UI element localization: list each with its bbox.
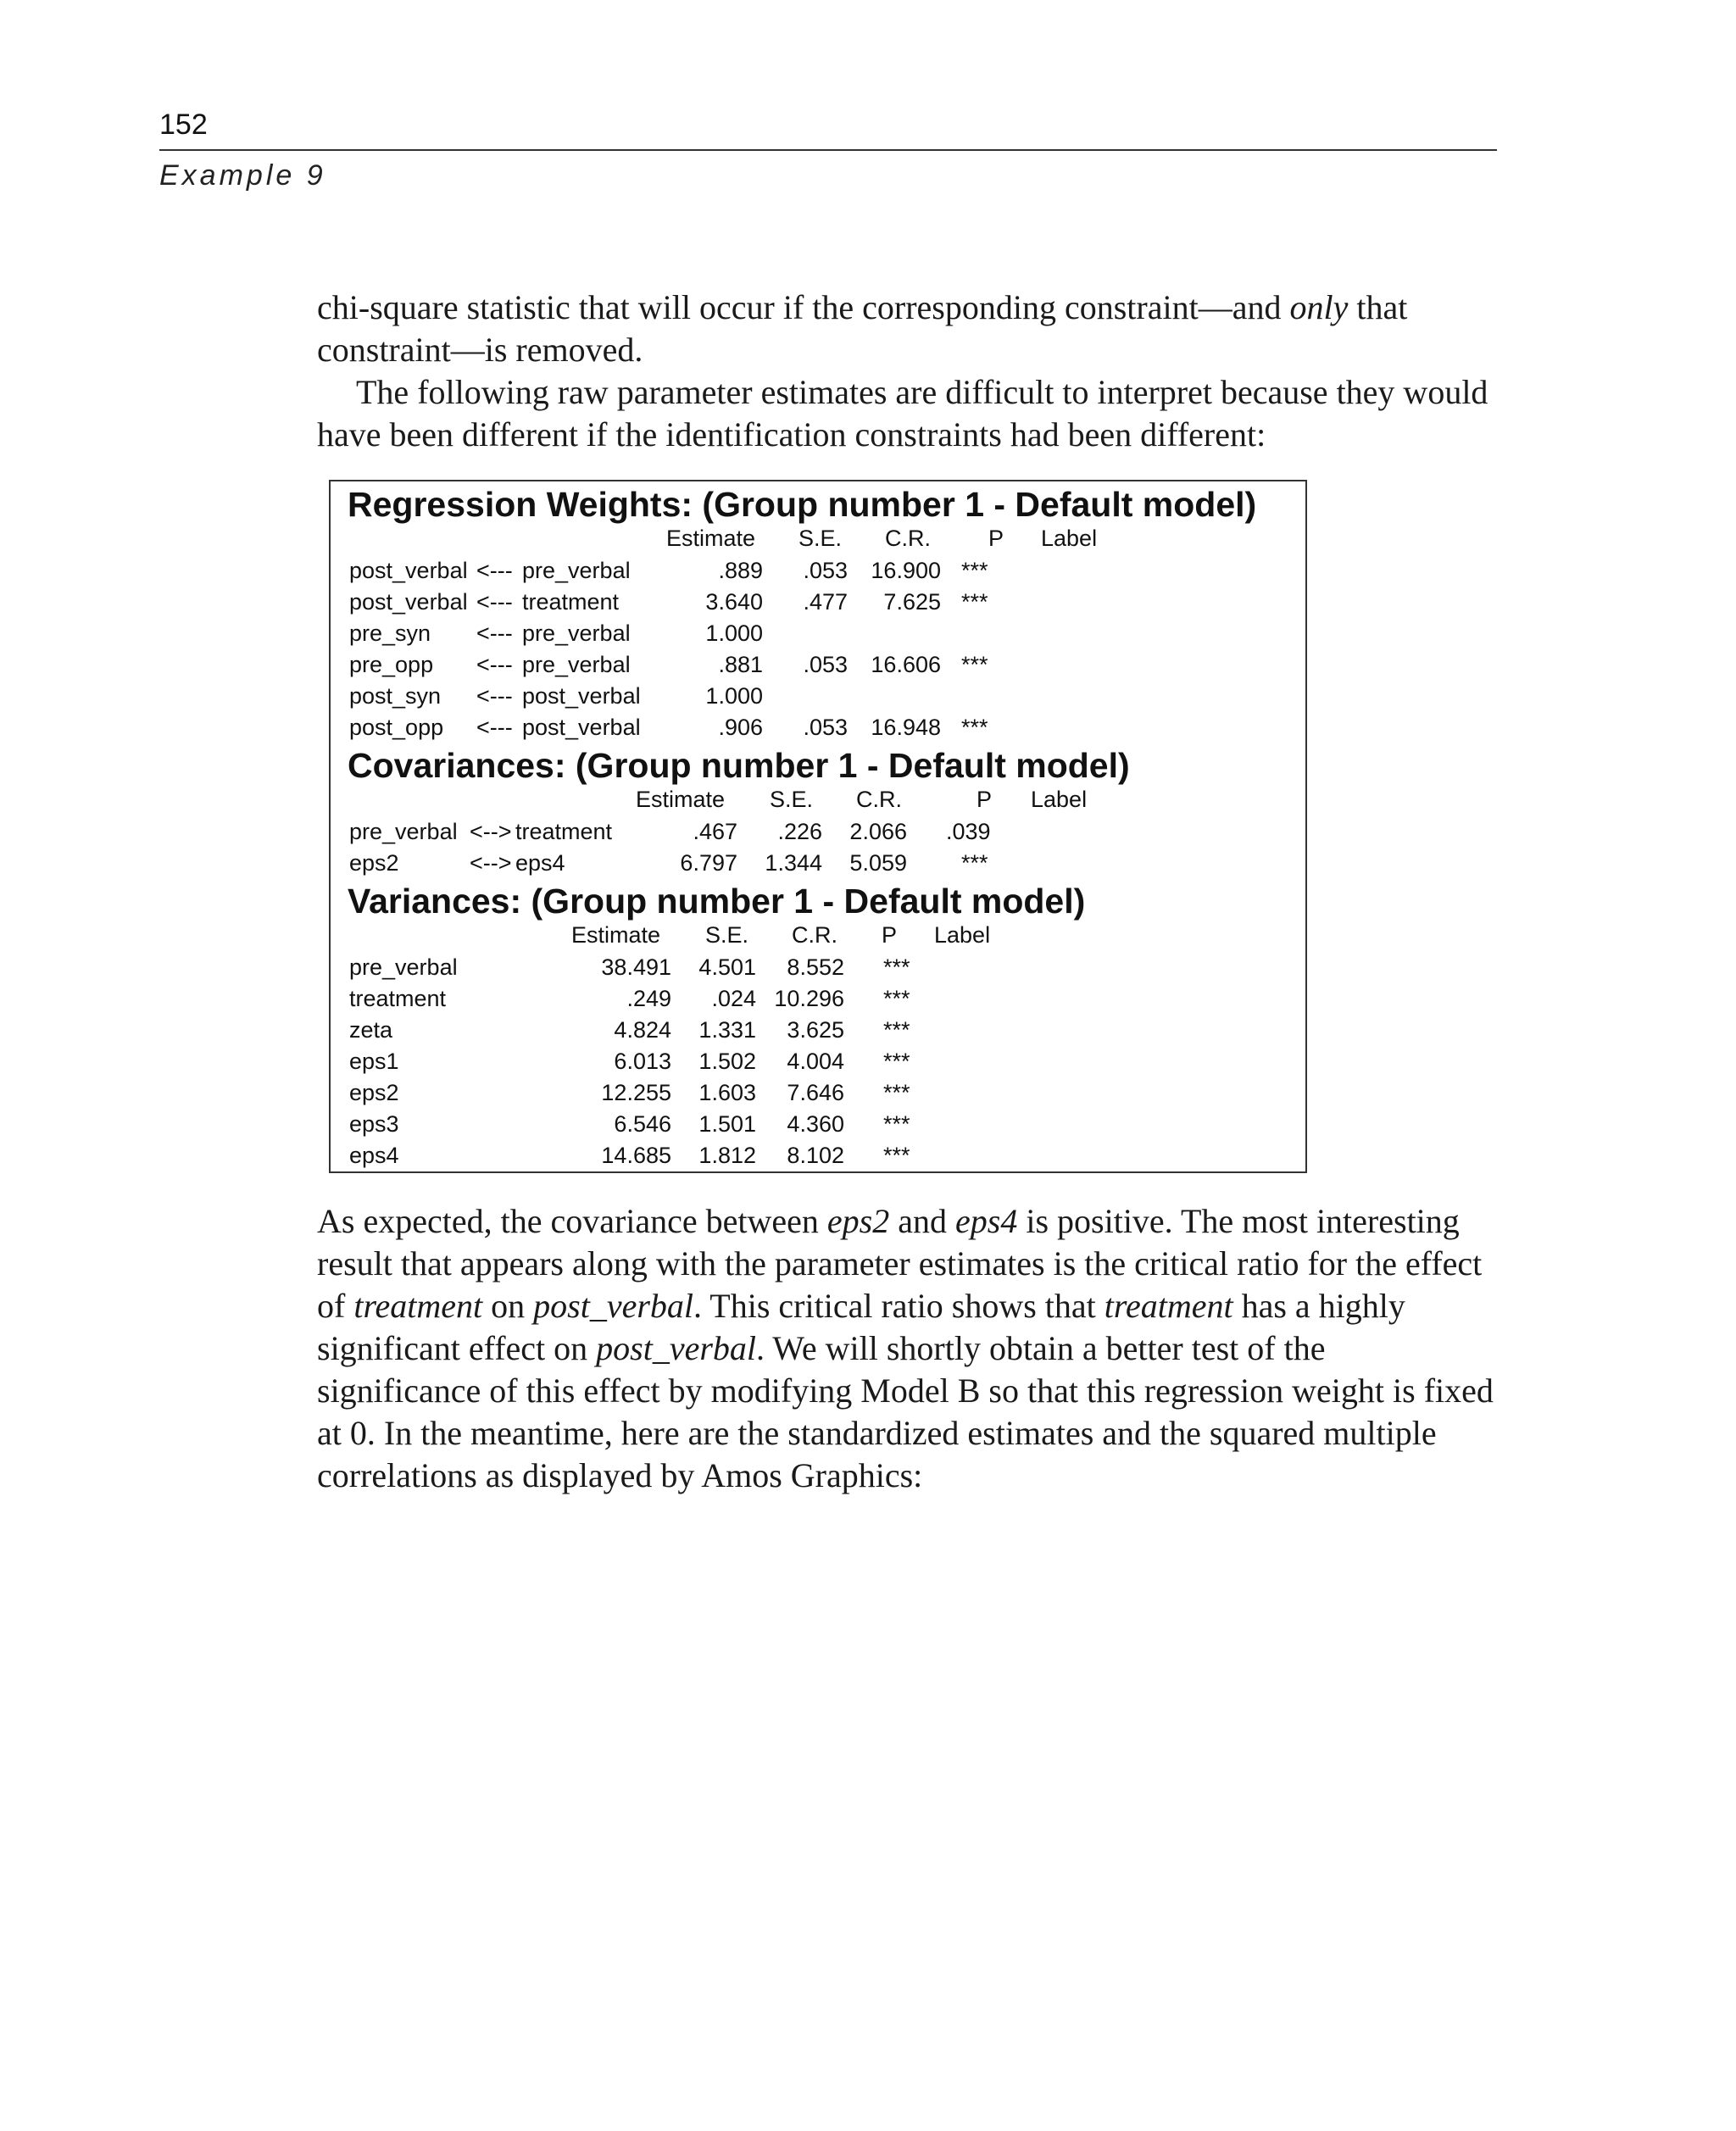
row-arrow: <---: [476, 558, 513, 583]
row-p: ***: [961, 589, 988, 615]
row-p: ***: [883, 1049, 910, 1074]
row-rhs: treatment: [522, 589, 620, 615]
intro-paragraph-1: [317, 287, 1497, 371]
regression-title: Regression Weights: (Group number 1 - Default model): [348, 485, 1257, 524]
emphasis: treatment: [1104, 1287, 1233, 1325]
row-se: 1.331: [698, 1017, 756, 1043]
row-se: 4.501: [698, 954, 756, 980]
row-p: ***: [961, 715, 988, 740]
covariances-header-estimate: Estimate: [636, 787, 726, 812]
row-p: ***: [883, 954, 910, 980]
row-p: ***: [883, 1111, 910, 1137]
row-se: 1.812: [698, 1143, 756, 1168]
regression-header-label: Label: [1041, 526, 1098, 551]
variances-header-p: P: [882, 922, 898, 948]
row-arrow: <---: [476, 589, 513, 615]
row-rhs: treatment: [515, 819, 613, 844]
row-estimate: 12.255: [601, 1080, 671, 1105]
row-arrow: <---: [476, 652, 513, 677]
text-span: chi-square statistic that will occur if the corresponding constraint—and: [317, 288, 1290, 326]
text-span: . We will shortly obtain a better test of the significance of this effect by modifying Model B so that this regression weight is fixed at 0. In the meantime, here are the standardized estimates and the squared multiple correlations as displayed by Amos Graphics:: [317, 1329, 1494, 1494]
row-se: 1.344: [765, 850, 822, 876]
emphasis: eps4: [955, 1202, 1018, 1240]
text-span: and: [889, 1202, 956, 1240]
row-arrow: <-->: [470, 850, 512, 876]
row-se: .053: [803, 558, 848, 583]
regression-header-estimate: Estimate: [666, 526, 756, 551]
page-number: 152: [159, 108, 208, 141]
emphasis: eps2: [826, 1202, 890, 1240]
row-arrow: <---: [476, 715, 513, 740]
regression-header-p: P: [988, 526, 1004, 551]
covariances-header-se: S.E.: [770, 787, 814, 812]
row-lhs: pre_verbal: [349, 819, 458, 844]
covariances-title: Covariances: (Group number 1 - Default model): [348, 746, 1130, 785]
running-head: Example 9: [159, 159, 326, 192]
variances-header-label: Label: [934, 922, 991, 948]
row-cr: 5.059: [849, 850, 907, 876]
regression-header-cr: C.R.: [885, 526, 931, 551]
row-estimate: .467: [693, 819, 737, 844]
row-estimate: 4.824: [614, 1017, 671, 1043]
row-lhs: post_verbal: [349, 558, 468, 583]
text-span: As expected, the covariance between: [317, 1202, 827, 1240]
row-arrow: <---: [476, 620, 513, 646]
row-name: pre_verbal: [349, 954, 458, 980]
emphasis: post_verbal: [533, 1287, 694, 1325]
row-name: eps4: [349, 1143, 399, 1168]
row-estimate: 6.013: [614, 1049, 671, 1074]
row-lhs: pre_syn: [349, 620, 431, 646]
row-se: 1.502: [698, 1049, 756, 1074]
row-p: .039: [946, 819, 991, 844]
row-lhs: eps2: [349, 850, 399, 876]
variances-header-estimate: Estimate: [571, 922, 661, 948]
variances-title: Variances: (Group number 1 - Default model): [348, 882, 1086, 921]
variances-header-se: S.E.: [705, 922, 749, 948]
row-cr: 16.606: [871, 652, 941, 677]
emphasis: only: [1289, 288, 1349, 326]
row-estimate: .881: [718, 652, 763, 677]
text-span: that constraint—is removed.: [317, 288, 1408, 369]
row-name: zeta: [349, 1017, 393, 1043]
row-lhs: pre_opp: [349, 652, 434, 677]
header-rule: [159, 149, 1497, 151]
row-arrow: <-->: [470, 819, 512, 844]
row-cr: 4.360: [787, 1111, 844, 1137]
row-p: ***: [961, 558, 988, 583]
row-cr: 10.296: [774, 986, 844, 1011]
row-cr: 7.625: [883, 589, 941, 615]
row-p: ***: [961, 850, 988, 876]
regression-header-se: S.E.: [798, 526, 843, 551]
text-span: on: [482, 1287, 534, 1325]
row-name: eps1: [349, 1049, 399, 1074]
row-se: .477: [803, 589, 848, 615]
covariances-header-label: Label: [1031, 787, 1088, 812]
discussion-paragraph: [317, 1200, 1497, 1497]
row-cr: 3.625: [787, 1017, 844, 1043]
row-estimate: 1.000: [705, 620, 763, 646]
row-estimate: 1.000: [705, 683, 763, 709]
text-span: has a highly significant effect on: [317, 1287, 1405, 1367]
row-se: .226: [777, 819, 822, 844]
row-cr: 16.900: [871, 558, 941, 583]
row-lhs: post_verbal: [349, 589, 468, 615]
row-estimate: 14.685: [601, 1143, 671, 1168]
row-name: eps2: [349, 1080, 399, 1105]
row-se: 1.501: [698, 1111, 756, 1137]
row-cr: 4.004: [787, 1049, 844, 1074]
covariances-header-cr: C.R.: [856, 787, 902, 812]
row-rhs: pre_verbal: [522, 558, 631, 583]
row-estimate: 6.546: [614, 1111, 671, 1137]
row-se: .053: [803, 715, 848, 740]
row-p: ***: [883, 1017, 910, 1043]
row-p: ***: [883, 1080, 910, 1105]
row-se: .024: [711, 986, 756, 1011]
row-p: ***: [883, 986, 910, 1011]
row-estimate: .249: [626, 986, 671, 1011]
row-estimate: .906: [718, 715, 763, 740]
row-cr: 8.552: [787, 954, 844, 980]
row-arrow: <---: [476, 683, 513, 709]
row-cr: 7.646: [787, 1080, 844, 1105]
row-cr: 16.948: [871, 715, 941, 740]
amos-output-box: [329, 480, 1307, 1173]
row-lhs: post_opp: [349, 715, 444, 740]
row-p: ***: [961, 652, 988, 677]
row-lhs: post_syn: [349, 683, 442, 709]
row-rhs: pre_verbal: [522, 620, 631, 646]
row-name: treatment: [349, 986, 447, 1011]
row-estimate: 3.640: [705, 589, 763, 615]
row-estimate: 6.797: [680, 850, 737, 876]
emphasis: post_verbal: [596, 1329, 757, 1367]
row-cr: 8.102: [787, 1143, 844, 1168]
row-cr: 2.066: [849, 819, 907, 844]
row-rhs: post_verbal: [522, 683, 641, 709]
row-rhs: pre_verbal: [522, 652, 631, 677]
text-span: is positive. The most interesting result that appears along with the parameter estimates is the critical ratio for the effect of: [317, 1202, 1483, 1325]
covariances-header-p: P: [976, 787, 993, 812]
row-rhs: post_verbal: [522, 715, 641, 740]
row-estimate: .889: [718, 558, 763, 583]
row-p: ***: [883, 1143, 910, 1168]
text-span: . This critical ratio shows that: [693, 1287, 1104, 1325]
row-estimate: 38.491: [601, 954, 671, 980]
intro-paragraph-2: The following raw parameter estimates are difficult to interpret because they would have been different if the identification constraints had been different:: [317, 373, 1488, 453]
row-se: .053: [803, 652, 848, 677]
emphasis: treatment: [353, 1287, 483, 1325]
row-name: eps3: [349, 1111, 399, 1137]
discussion-text: [317, 1200, 1497, 1497]
row-rhs: eps4: [515, 850, 565, 876]
intro-text: [317, 287, 1497, 456]
row-se: 1.603: [698, 1080, 756, 1105]
variances-header-cr: C.R.: [792, 922, 837, 948]
